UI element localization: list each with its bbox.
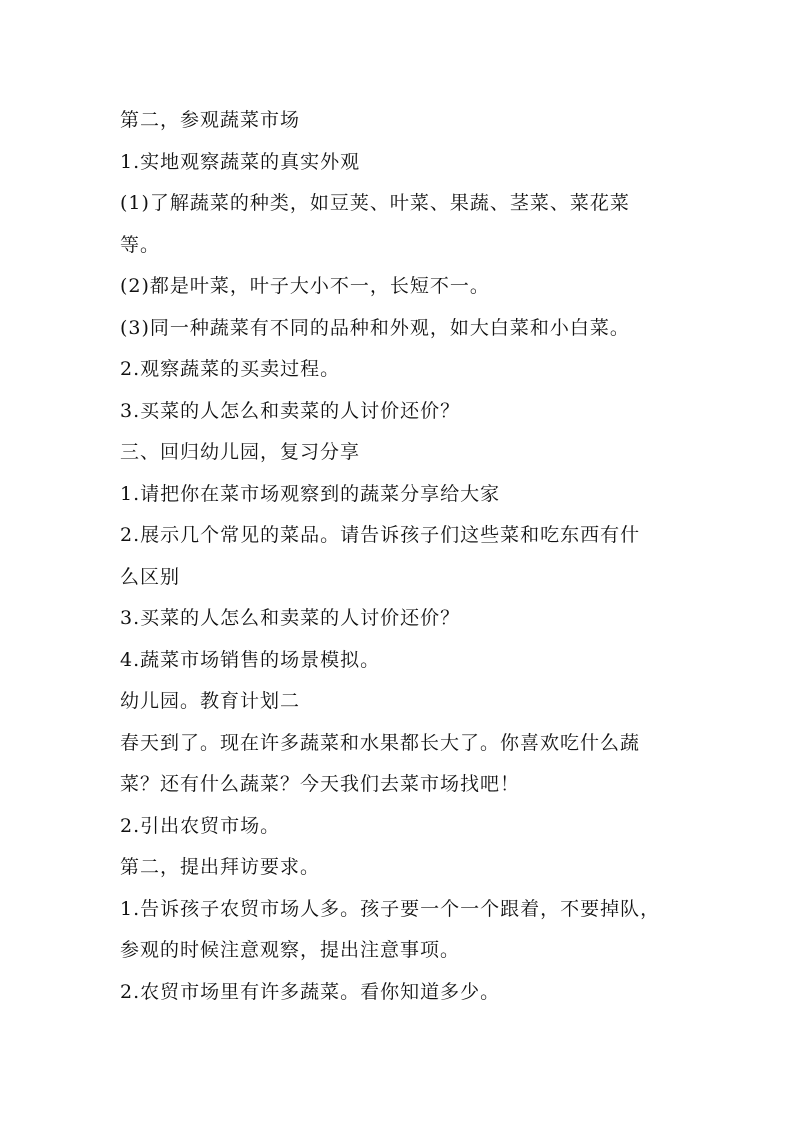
- text-line: 2.展示几个常见的菜品。请告诉孩子们这些菜和吃东西有什: [120, 524, 641, 546]
- text-line: 么区别: [120, 565, 181, 588]
- text-line: 等。: [120, 233, 161, 256]
- text-line: 参观的时候注意观察，提出注意事项。: [120, 939, 461, 961]
- text-line: 3.买菜的人怎么和卖菜的人讨价还价？: [120, 607, 461, 629]
- text-line: 春天到了。现在许多蔬菜和水果都长大了。你喜欢吃什么蔬: [120, 731, 641, 754]
- text-line: (3)同一种蔬菜有不同的品种和外观，如大白菜和小白菜。: [120, 316, 630, 339]
- text-line: (1)了解蔬菜的种类，如豆荚、叶菜、果蔬、茎菜、菜花菜: [120, 192, 630, 214]
- text-line: 1.告诉孩子农贸市场人多。孩子要一个一个跟着，不要掉队，: [120, 897, 661, 920]
- text-line: (2)都是叶菜，叶子大小不一，长短不一。: [120, 275, 490, 297]
- text-line: 2.引出农贸市场。: [120, 814, 281, 837]
- text-line: 2.观察蔬菜的买卖过程。: [120, 358, 341, 380]
- text-line: 1.实地观察蔬菜的真实外观: [120, 150, 361, 173]
- text-line: 第二，提出拜访要求。: [120, 856, 321, 878]
- text-line: 幼儿园。教育计划二: [120, 690, 301, 712]
- text-line: 2.农贸市场里有许多蔬菜。看你知道多少。: [120, 980, 501, 1003]
- text-line: 4.蔬菜市场销售的场景模拟。: [120, 648, 381, 671]
- text-line: 第二，参观蔬菜市场: [120, 109, 301, 131]
- text-line: 1.请把你在菜市场观察到的蔬菜分享给大家: [120, 482, 501, 505]
- text-line: 三、回归幼儿园，复习分享: [120, 441, 361, 463]
- text-line: 3.买菜的人怎么和卖菜的人讨价还价？: [120, 399, 461, 422]
- text-line: 菜？还有什么蔬菜？今天我们去菜市场找吧！: [120, 773, 521, 795]
- document-body: [120, 100, 680, 1013]
